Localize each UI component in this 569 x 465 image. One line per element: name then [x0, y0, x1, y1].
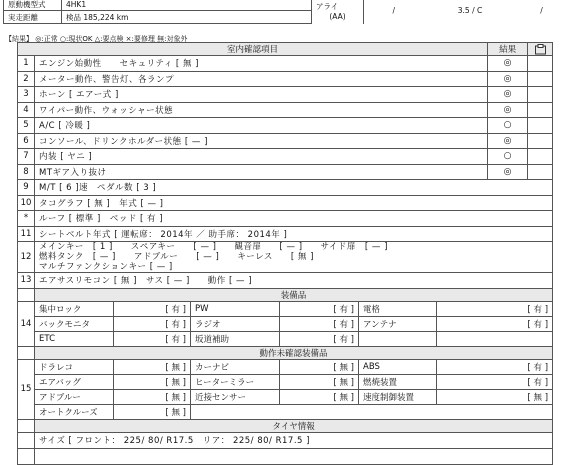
unchecked-label: エアバッグ	[35, 374, 114, 389]
equipment-label: ラジオ	[191, 316, 280, 331]
equipment-value: [ 有 ]	[114, 331, 191, 346]
result-mark: ◎	[488, 133, 528, 149]
unchecked-value: [ 無 ]	[114, 404, 191, 419]
equipment-label: アンテナ	[359, 316, 437, 331]
equipment-title: 装備品	[35, 288, 553, 301]
unchecked-label: 燃焼装置	[359, 374, 437, 389]
row-number: 5	[18, 118, 35, 134]
check-item: エンジン始動性 セキュリティ [ 無 ]	[35, 56, 488, 72]
row-number: *	[18, 211, 35, 227]
unchecked-label: カーナビ	[191, 359, 280, 374]
equipment-value: [ 有 ]	[280, 301, 359, 316]
unchecked-value: [ 無 ]	[280, 374, 359, 389]
equipment-value: [ 有 ]	[280, 331, 359, 346]
equipment-label: 電格	[359, 301, 437, 316]
blank-cell	[18, 346, 35, 359]
key-line-2: 燃料タンク [ — ] アドブルー [ — ] キーレス [ 無 ]	[39, 252, 314, 262]
blank-cell	[528, 133, 553, 149]
blank-cell	[18, 432, 35, 448]
row-number: 6	[18, 133, 35, 149]
row-number: 4	[18, 102, 35, 118]
equipment-label: ETC	[35, 331, 114, 346]
equipment-value: [ 有 ]	[280, 316, 359, 331]
clipboard-icon	[528, 43, 553, 56]
key-tank-info	[35, 242, 553, 273]
blank-cell	[528, 71, 553, 87]
unchecked-label: アドブルー	[35, 389, 114, 404]
equipment-label: 集中ロック	[35, 301, 114, 316]
result-mark: ◎	[488, 102, 528, 118]
equipment-label	[359, 331, 437, 346]
unchecked-label: ABS	[359, 359, 437, 374]
unchecked-value: [ 有 ]	[437, 359, 553, 374]
row-number: 12	[18, 242, 35, 273]
check-item: ワイパー動作、ウォッシャー状態	[35, 102, 488, 118]
result-mark: ◎	[488, 56, 528, 72]
blank-cell	[528, 87, 553, 103]
blank-cell	[528, 102, 553, 118]
alignment-value: 3.5 / C	[457, 6, 483, 15]
row-number: 15	[18, 359, 35, 419]
row-number: 1	[18, 56, 35, 72]
result-header: 結果	[488, 43, 528, 56]
alignment-sub: (AA)	[329, 11, 346, 21]
alignment-slash-2: /	[540, 6, 543, 15]
unchecked-value: [ 無 ]	[114, 359, 191, 374]
vehicle-info-table	[3, 0, 567, 24]
result-legend: 【結果】 ◎:正常 ○:現状OK △:要点検 ×:要修理 無:対象外	[5, 35, 188, 43]
unchecked-label: 速度制御装置	[359, 389, 437, 404]
unchecked-value: [ 無 ]	[114, 389, 191, 404]
engine-model-label: 原動機型式	[4, 0, 62, 11]
check-item: 内装 [ ヤニ ]	[35, 149, 488, 165]
seatbelt-info: シートベルト年式 [ 運転席： 2014年 ／ 助手席： 2014年 ]	[35, 226, 553, 242]
unchecked-label: ヒーターミラー	[191, 374, 280, 389]
key-line-1: メインキー [ 1 ] スペアキー [ — ] 観音扉 [ — ] サイド扉 [ — ]	[39, 242, 388, 252]
unchecked-value: [ 無 ]	[280, 359, 359, 374]
row-number: 14	[18, 301, 35, 346]
interior-header-title: 室内確認項目	[18, 43, 488, 56]
row-number: 11	[18, 226, 35, 242]
equipment-label: 坂道補助	[191, 331, 280, 346]
unchecked-label: 近接センサー	[191, 389, 280, 404]
transmission-info: M/T [ 6 ]速 ペダル数 [ 3 ]	[35, 180, 553, 196]
blank-cell	[18, 288, 35, 301]
interior-check-table	[17, 42, 553, 465]
blank-cell	[528, 118, 553, 134]
distance-value: 検品 185,224 km	[62, 11, 312, 24]
blank-cell	[528, 56, 553, 72]
alignment-label-cell	[312, 0, 364, 24]
unchecked-value: [ 無 ]	[280, 389, 359, 404]
row-number: 10	[18, 195, 35, 211]
distance-label: 実走距離	[4, 11, 62, 24]
alignment-slash-1: /	[392, 6, 396, 15]
row-number: 8	[18, 164, 35, 180]
equipment-value	[437, 331, 553, 346]
unchecked-value: [ 有 ]	[437, 374, 553, 389]
check-item: A/C [ 冷暖 ]	[35, 118, 488, 134]
result-mark: ◎	[488, 71, 528, 87]
unchecked-title: 動作未確認装備品	[35, 346, 553, 359]
result-mark: ◎	[488, 164, 528, 180]
result-mark: ○	[488, 149, 528, 165]
blank-cell	[191, 404, 553, 419]
row-number: 2	[18, 71, 35, 87]
row-number: 3	[18, 87, 35, 103]
row-number: 9	[18, 180, 35, 196]
alignment-label: アライ	[316, 1, 339, 11]
blank-cell	[528, 164, 553, 180]
check-item: コンソール、ドリンクホルダー状態 [ — ]	[35, 133, 488, 149]
unchecked-label: ドラレコ	[35, 359, 114, 374]
tachograph-info: タコグラフ [ 無 ] 年式 [ — ]	[35, 195, 553, 211]
blank-cell	[18, 448, 35, 464]
equipment-value: [ 有 ]	[437, 301, 553, 316]
unchecked-value: [ 無 ]	[437, 389, 553, 404]
air-suspension-info: エアサスリモコン [ 無 ] サス [ — ] 動作 [ — ]	[35, 273, 553, 289]
row-number: 13	[18, 273, 35, 289]
roof-bed-info: ルーフ [ 標準 ] ベッド [ 有 ]	[35, 211, 553, 227]
equipment-value: [ 有 ]	[437, 316, 553, 331]
equipment-label: PW	[191, 301, 280, 316]
blank-cell	[35, 448, 553, 464]
engine-model-value: 4HK1	[62, 0, 312, 11]
unchecked-value: [ 無 ]	[114, 374, 191, 389]
equipment-label: バックモニタ	[35, 316, 114, 331]
row-number: 7	[18, 149, 35, 165]
equipment-value: [ 有 ]	[114, 316, 191, 331]
tire-title: タイヤ情報	[35, 419, 553, 432]
check-item: ホーン [ エアー式 ]	[35, 87, 488, 103]
key-line-3: マルチファンクションキー [ — ]	[39, 262, 173, 272]
check-item: メーター動作、警告灯、各ランプ	[35, 71, 488, 87]
unchecked-label: オートクルーズ	[35, 404, 114, 419]
blank-cell	[528, 149, 553, 165]
result-mark: ○	[488, 118, 528, 134]
result-mark: ◎	[488, 87, 528, 103]
check-item: MTギア入り抜け	[35, 164, 488, 180]
equipment-value: [ 有 ]	[114, 301, 191, 316]
tire-size: サイズ [ フロント： 225/ 80/ R17.5 リア： 225/ 80/ R17.5 ]	[35, 432, 553, 448]
